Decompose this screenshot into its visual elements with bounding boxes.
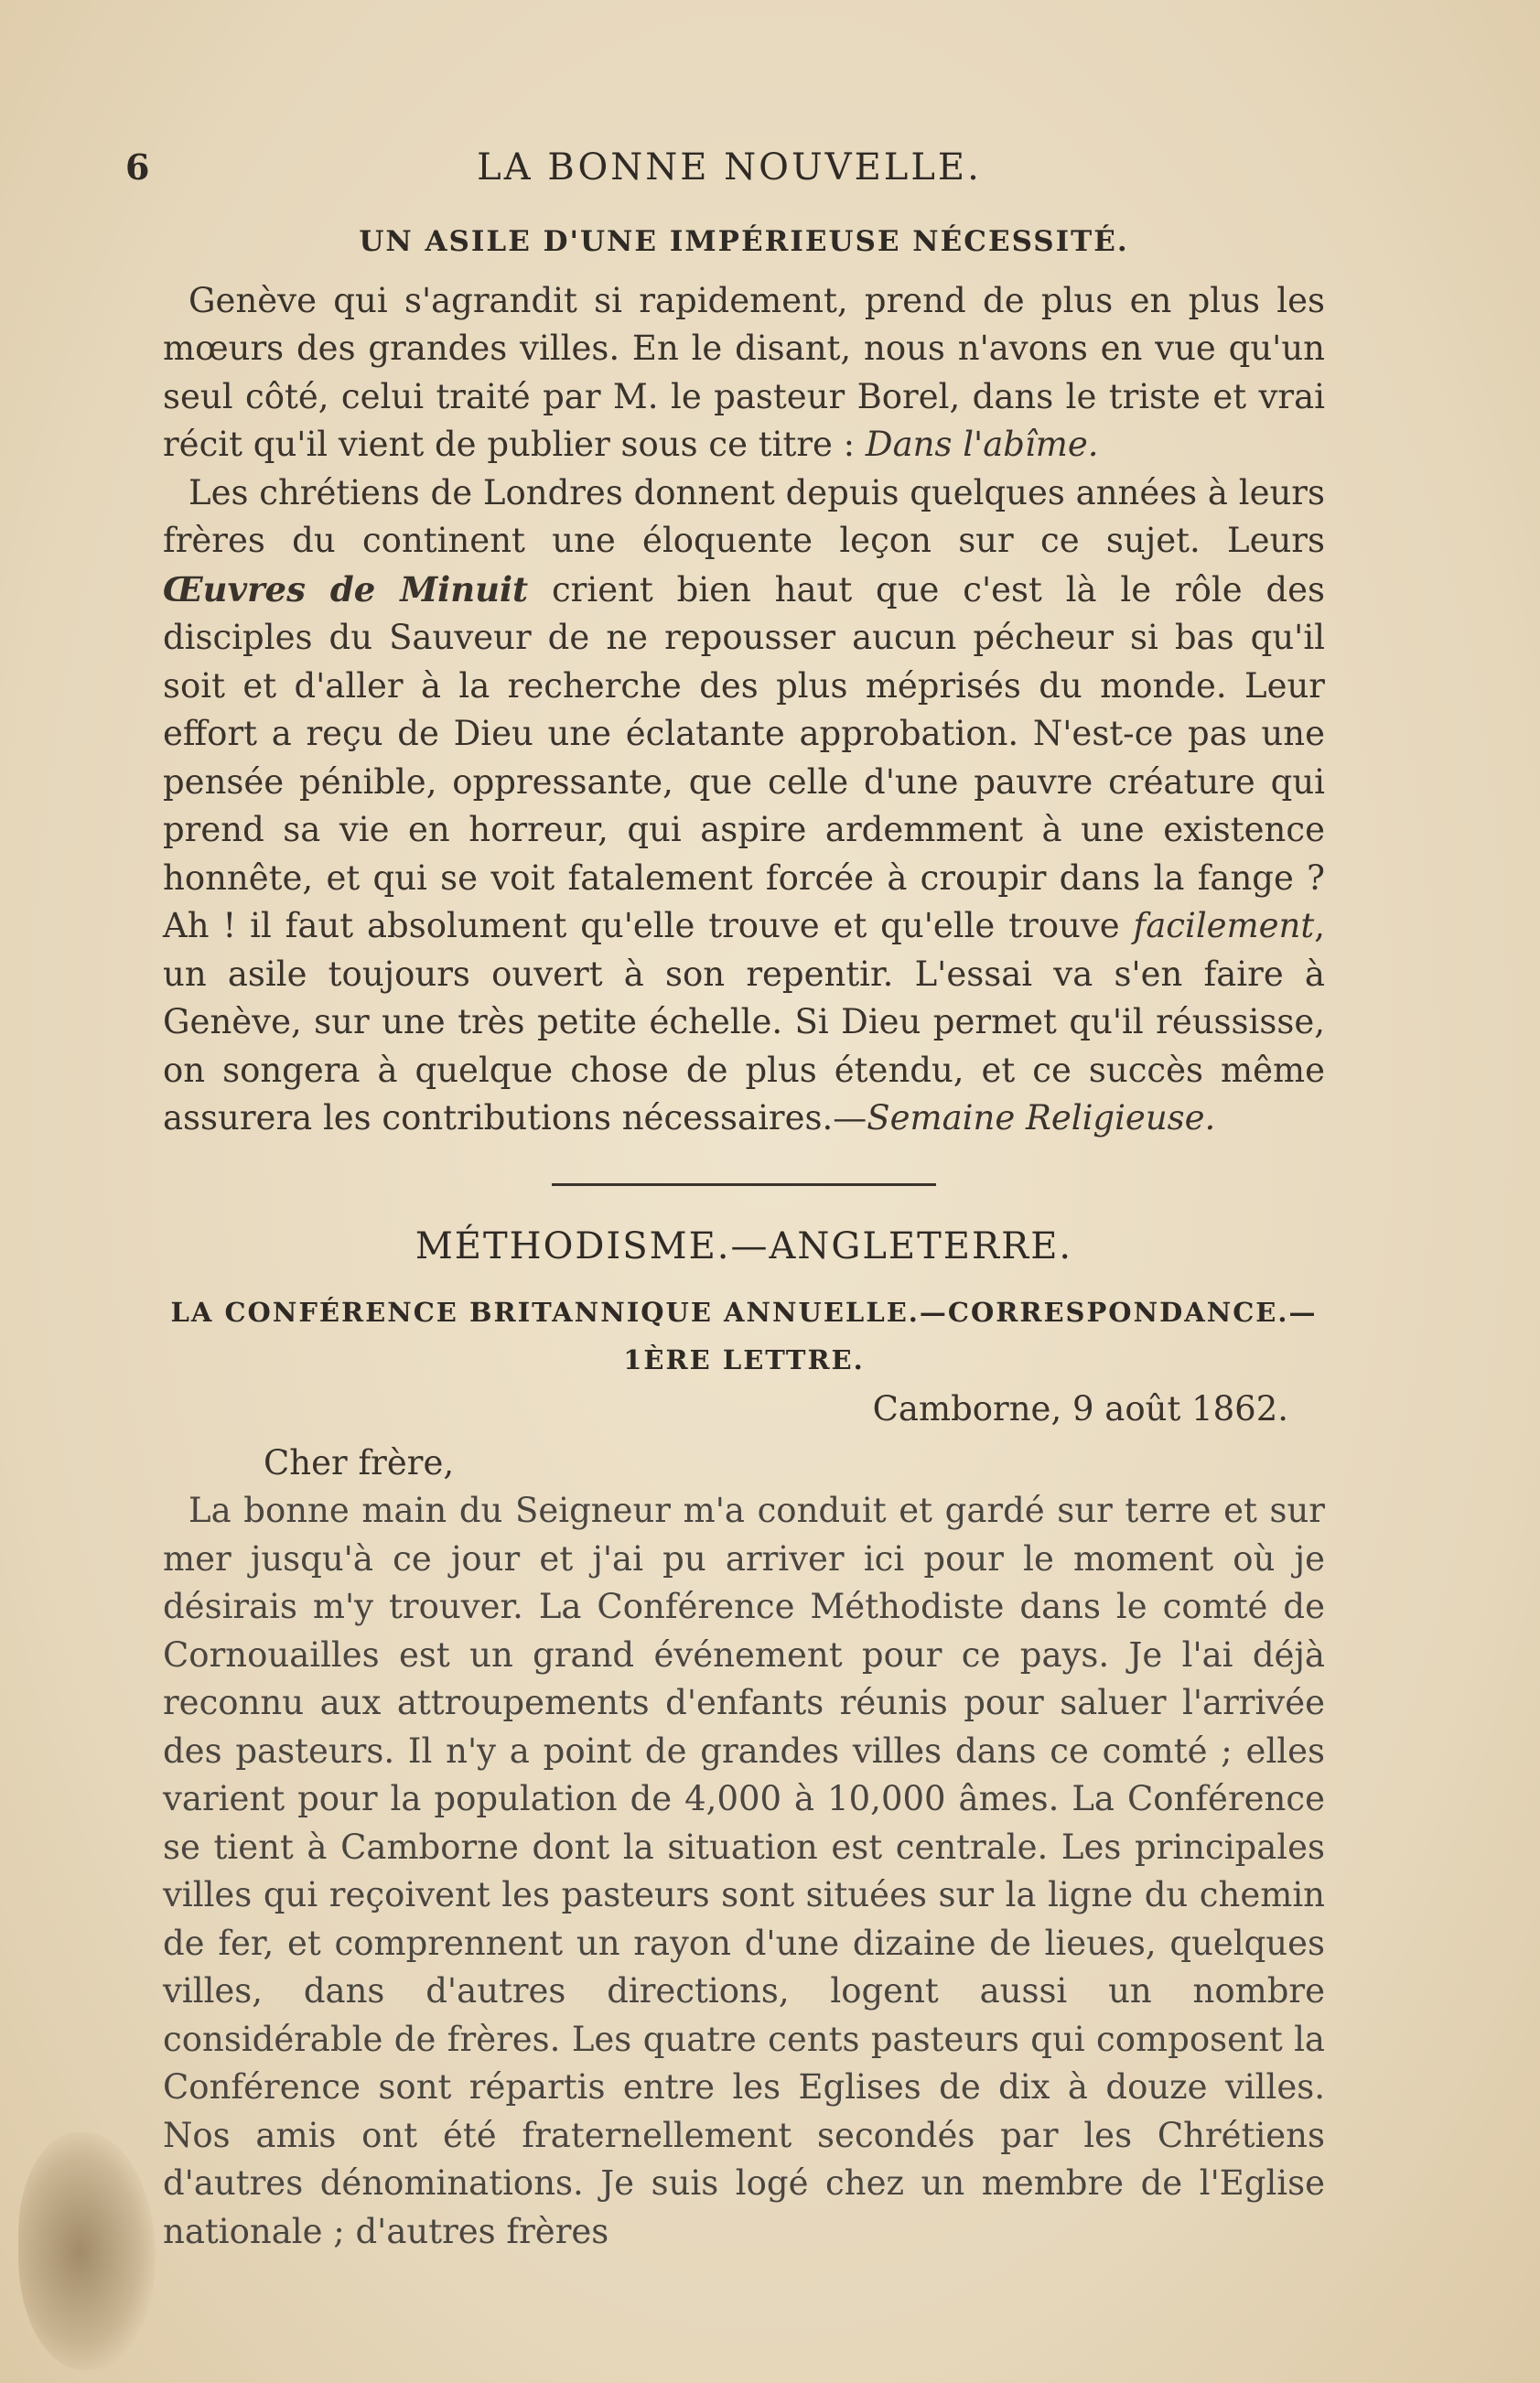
section-divider xyxy=(552,1183,936,1186)
paragraph-text: Genève qui s'agrandit si rapidement, prend de plus en plus les mœurs des grandes villes. En le disant, nous n'avons en vue qu'un seul côté, celui traité par M. le pasteur Borel, dans le triste et vrai récit qu'il vient de publier sous ce titre : xyxy=(163,280,1325,464)
letter-dateline: Camborne, 9 août 1862. xyxy=(872,1389,1288,1429)
page-number: 6 xyxy=(125,146,150,188)
running-head: LA BONNE NOUVELLE. xyxy=(477,146,982,189)
article-title: UN ASILE D'UNE IMPÉRIEUSE NÉCESSITÉ. xyxy=(359,225,1129,258)
section-title: MÉTHODISME.—ANGLETERRE. xyxy=(415,1224,1073,1267)
letter-salutation: Cher frère, xyxy=(264,1442,455,1483)
paragraph-text: Les chrétiens de Londres donnent depuis quelques années à leurs frères du continent une éloquente leçon sur ce sujet. Leurs xyxy=(163,472,1325,560)
source-citation: Semaine Religieuse. xyxy=(867,1098,1216,1138)
paragraph-text: crient bien haut que c'est là le rôle des disciples du Sauveur de ne repousser aucun pécheur si bas qu'il soit et d'aller à la recherche des plus méprisés du monde. Leur effort a reçu de Dieu une éclatante approbation. N'est-ce pas une pensée pénible, oppressante, que celle d'une pauvre créature qui prend sa vie en horreur, qui aspire ardemment à une existence honnête, et qui se voit fatalement forcée à croupir dans la fange ? Ah ! il faut absolument qu'elle trouve et qu'elle trouve xyxy=(163,569,1325,945)
article-paragraph xyxy=(163,277,1325,469)
paragraph-text: , un asile toujours ouvert à son repentir. L'essai va s'en faire à Genève, sur une très petite échelle. Si Dieu permet qu'il réussisse, on songera à quelque chose de plus étendu, et ce succès même assurera les contributions nécessaires.— xyxy=(163,906,1325,1138)
paper-stain xyxy=(18,2132,156,2370)
italic-title: Dans l'abîme. xyxy=(865,425,1099,464)
page-header xyxy=(125,146,1333,201)
page-content xyxy=(163,218,1325,2256)
letter-body: La bonne main du Seigneur m'a conduit et gardé sur terre et sur mer jusqu'à ce jour et j'ai pu arriver ici pour le moment où je désirais m'y trouver. La Conférence Méthodiste dans le comté de Cornouailles est un grand événement pour ce pays. Je l'ai déjà reconnu aux attroupements d'enfants réunis pour saluer l'arrivée des pasteurs. Il n'y a point de grandes villes dans ce comté ; elles varient pour la population de 4,000 à 10,000 âmes. La Conférence se tient à Camborne dont la situation est centrale. Les principales villes qui reçoivent les pasteurs sont situées sur la ligne du chemin de fer, et comprennent un rayon d'une dizaine de lieues, quelques villes, dans d'autres directions, logent aussi un nombre considérable de frères. Les quatre cents pasteurs qui composent la Conférence sont répartis entre les Eglises de dix à douze villes. Nos amis ont été fraternellement secondés par les Chrétiens d'autres dénominations. Je suis logé chez un membre de l'Eglise nationale ; d'autres frères xyxy=(163,1491,1325,2251)
italic-text: facilement xyxy=(1133,906,1315,945)
italic-text: Œuvres de Minuit xyxy=(163,568,529,609)
section-subheading: LA CONFÉRENCE BRITANNIQUE ANNUELLE.—CORRESPONDANCE.—1ÈRE LETTRE. xyxy=(170,1297,1318,1375)
article-paragraph xyxy=(163,469,1325,1143)
